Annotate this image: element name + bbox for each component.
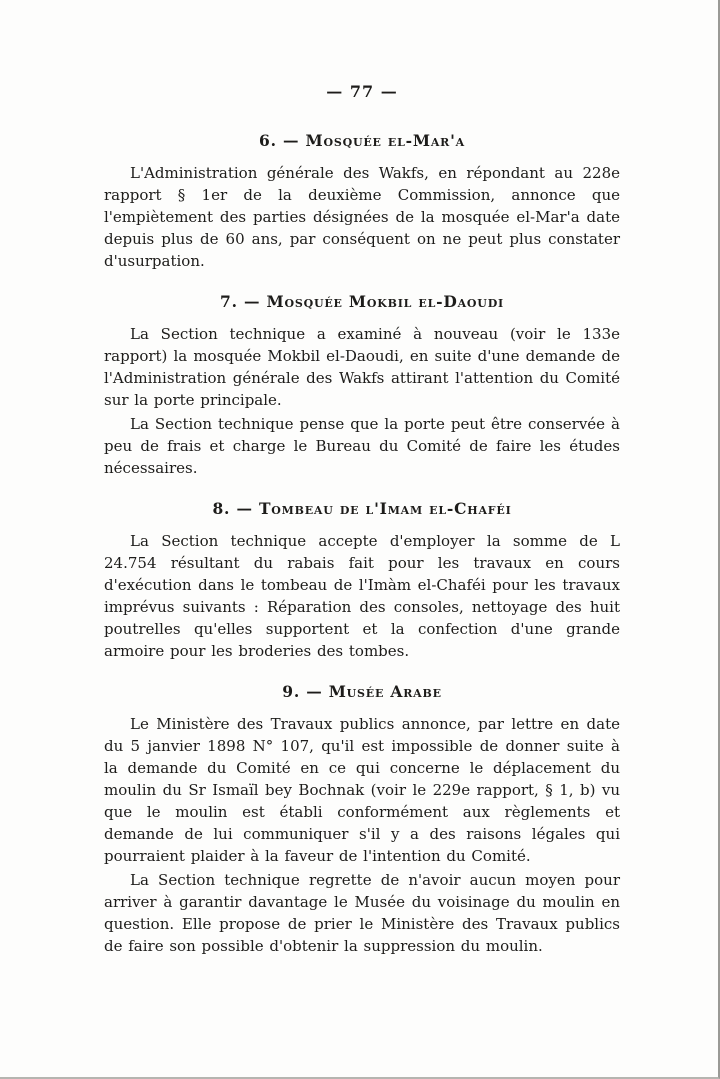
paragraph: La Section technique a examiné à nouveau (voir le 133e rapport) la mosquée Mokbil el-Daoudi, en suite d'une demande de l'Administration générale des Wakfs attirant l'attention du Comité sur la porte principale. [104,325,620,409]
paragraph: La Section technique accepte d'employer la somme de L 24.754 résultant du rabais fait pour les travaux en cours d'exécution dans le tombeau de l'Imàm el-Chaféi pour les travaux imprévus suivants : Réparation des consoles, nettoyage des huit poutrelles qu'elles supportent et la confection d'une grande armoire pour les broderies des tombes. [104,532,620,660]
section-heading: 8. — Tombeau de l'Imam el-Chaféi [212,499,512,518]
paragraph: La Section technique regrette de n'avoir aucun moyen pour arriver à garantir davantage le Musée du voisinage du moulin en question. Elle propose de prier le Ministère des Travaux publics de faire son possible d'obtenir la suppression du moulin. [104,871,620,955]
section-musee-arabe [104,682,620,957]
section-heading: 9. — Musée Arabe [282,682,442,701]
text-block [104,82,620,959]
section-heading: 7. — Mosquée Mokbil el-Daoudi [220,292,504,311]
section-heading: 6. — Mosquée el-Mar'a [259,131,465,150]
section-mosquee-el-mara [104,131,620,272]
section-mosquee-mokbil-el-daoudi [104,292,620,479]
paragraph: L'Administration générale des Wakfs, en répondant au 228e rapport § 1er de la deuxième Commission, annonce que l'empiètement des parties désignées de la mosquée el-Mar'a date depuis plus de 60 ans, par conséquent on ne peut plus constater d'usurpation. [104,164,620,270]
paragraph: La Section technique pense que la porte peut être conservée à peu de frais et charge le Bureau du Comité de faire les études nécessaires. [104,415,620,477]
paragraph: Le Ministère des Travaux publics annonce, par lettre en date du 5 janvier 1898 N° 107, qu'il est impossible de donner suite à la demande du Comité en ce qui concerne le déplacement du moulin du Sr Ismaïl bey Bochnak (voir le 229e rapport, § 1, b) vu que le moulin est établi conformément aux règlements et demande de lui communiquer s'il y a des raisons légales qui pourraient plaider à la faveur de l'intention du Comité. [104,715,620,865]
page-number: — 77 — [326,82,398,101]
section-tombeau-imam-el-chafei [104,499,620,662]
